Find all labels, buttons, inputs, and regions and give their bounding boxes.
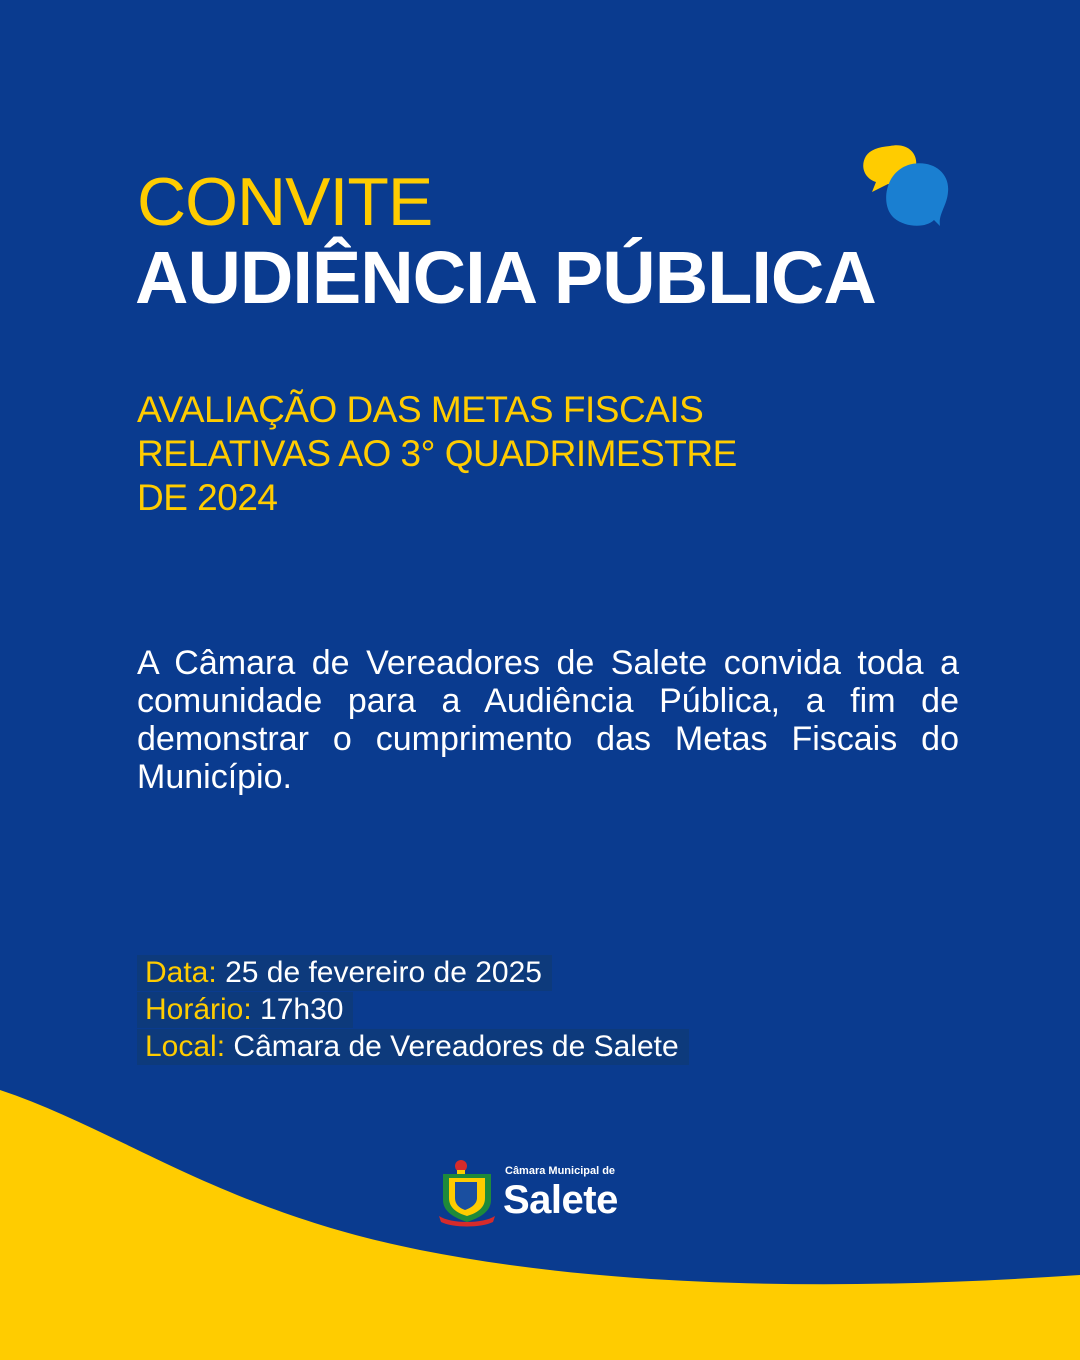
page-title: AUDIÊNCIA PÚBLICA [135,236,876,319]
logo-wordmark: Salete [503,1178,618,1222]
date-row [137,954,689,991]
subtitle [137,388,897,520]
time-label: Horário: [145,993,252,1026]
place-label: Local: [145,1030,226,1063]
date-label: Data: [145,956,217,989]
invite-kicker: CONVITE [137,164,433,240]
logo-caption: Câmara Municipal de [505,1165,616,1177]
subtitle-line: AVALIAÇÃO DAS METAS FISCAIS [137,389,704,430]
invitation-text: A Câmara de Vereadores de Salete convida toda a comunidade para a Audiência Pública, a fim de demonstrar o cumprimento das Metas Fiscais do Município. [137,644,959,796]
place-value: Câmara de Vereadores de Salete [233,1030,679,1063]
council-logo [437,1158,667,1228]
time-row [137,991,689,1028]
event-details [137,954,689,1065]
date-value: 25 de fevereiro de 2025 [225,956,542,989]
time-value: 17h30 [260,993,344,1026]
place-row [137,1028,689,1065]
subtitle-line: RELATIVAS AO 3° QUADRIMESTRE [137,433,737,474]
municipal-crest-icon [437,1158,497,1228]
chat-bubbles-icon [850,140,956,232]
subtitle-line: DE 2024 [137,477,278,518]
